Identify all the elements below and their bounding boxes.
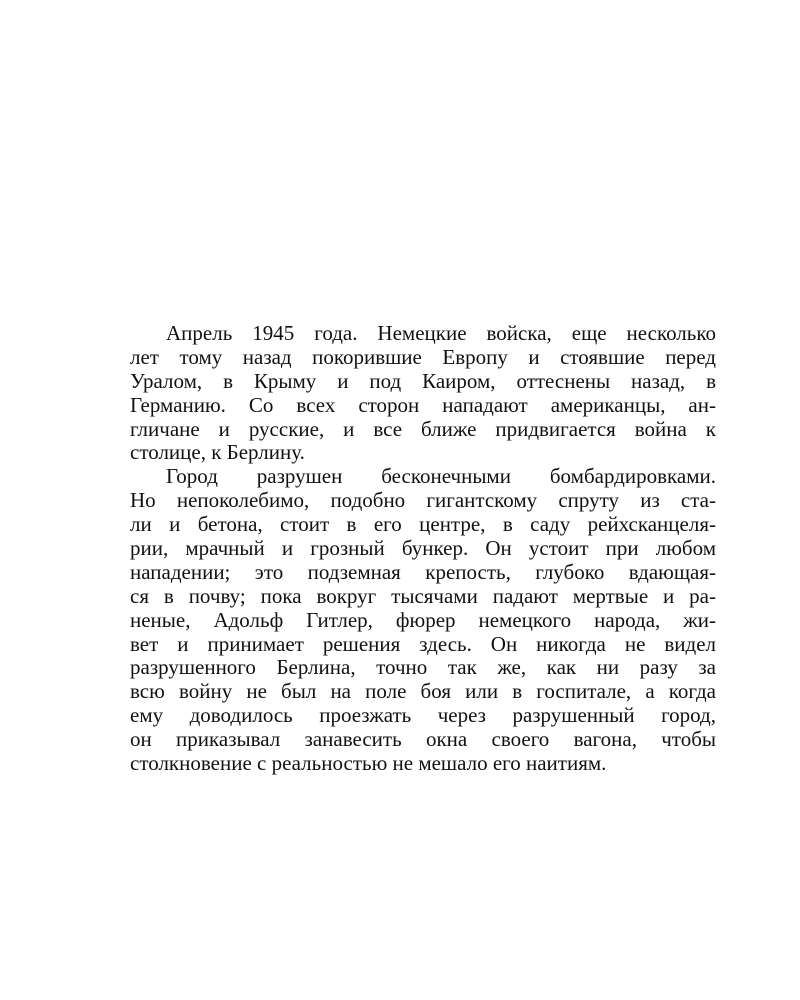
text-line: гличане и русские, и все ближе придвигается война к <box>130 416 716 441</box>
text-line: Но непоколебимо, подобно гигантскому спруту из ста- <box>130 488 716 513</box>
text-line: Город разрушен бесконечными бомбардировками. <box>166 464 716 489</box>
text-line: Уралом, в Крыму и под Каиром, оттеснены назад, в <box>130 368 716 393</box>
text-line: лет тому назад покорившие Европу и стоявшие перед <box>130 344 716 369</box>
text-line: он приказывал занавесить окна своего вагона, чтобы <box>130 727 716 752</box>
text-line: вет и принимает решения здесь. Он никогда не видел <box>130 631 716 656</box>
text-line: ся в почву; пока вокруг тысячами падают мертвые и ра- <box>130 583 716 608</box>
text-line: ему доводилось проезжать через разрушенный город, <box>130 703 716 728</box>
text-line: рии, мрачный и грозный бункер. Он устоит при любом <box>130 536 716 561</box>
text-line: всю войну не был на поле боя или в госпитале, а когда <box>130 679 716 704</box>
text-line: столкновение с реальностью не мешало его наитиям. <box>130 751 607 776</box>
text-line: нападении; это подземная крепость, глубоко вдающая- <box>130 559 716 584</box>
text-line: Апрель 1945 года. Немецкие войска, еще несколько <box>166 321 716 345</box>
text-line: ли и бетона, стоит в его центре, в саду рейхсканцеля- <box>130 512 716 537</box>
text-line: разрушенного Берлина, точно так же, как ни разу за <box>130 655 716 680</box>
paragraph-2 <box>130 465 716 776</box>
text-line: Германию. Со всех сторон нападают американцы, ан- <box>130 392 716 417</box>
text-line: неные, Адольф Гитлер, фюрер немецкого народа, жи- <box>130 607 716 632</box>
paragraph-1 <box>130 322 716 465</box>
text-line: столице, к Берлину. <box>130 440 305 465</box>
body-text <box>130 322 716 776</box>
